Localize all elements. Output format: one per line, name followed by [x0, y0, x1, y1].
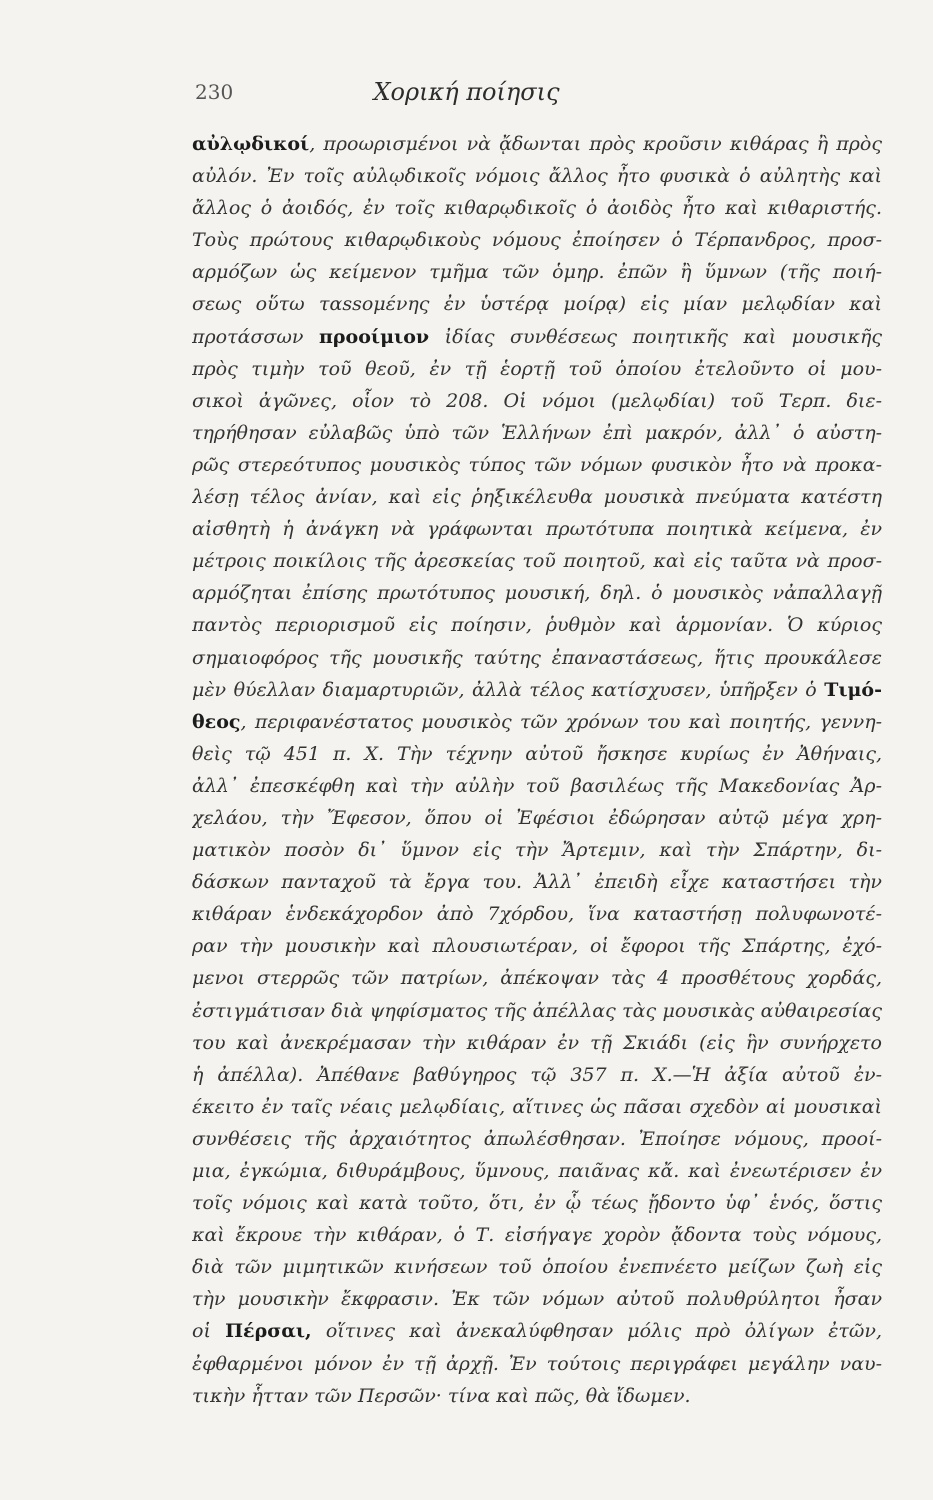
text-span: ματικὸν ποσὸν δι᾽ ὕμνον εἰς τὴν Ἄρτεμιν, καὶ τὴν Σπάρτην, δι-	[192, 839, 882, 862]
text-line	[192, 930, 882, 962]
text-span: , περιφανέστατος μουσικὸς τῶν χρόνων του καὶ ποιητής, γεννη-	[240, 710, 882, 733]
text-span: έκειτο ἐν ταῖς νέαις μελῳδίαις, αἵτινες ὡς πᾶσαι σχεδὸν αἱ μουσικαὶ	[192, 1095, 882, 1118]
text-line	[192, 481, 882, 513]
text-span: παντὸς περιορισμοῦ εἰς ποίησιν, ῥυθμὸν καὶ ἁρμονίαν. Ὁ κύριος	[192, 614, 882, 637]
text-span: μενοι στερρῶς τῶν πατρίων, ἀπέκοψαν τὰς 4 προσθέτους χορδάς,	[192, 967, 882, 990]
text-span: συνθέσεις τῆς ἀρχαιότητος ἀπωλέσθησαν. Ἐποίησε νόμους, προοί-	[192, 1127, 882, 1150]
text-span: αὐλόν. Ἐν τοῖς αὐλῳδικοῖς νόμοις ἄλλος ἦτο φυσικὰ ὁ αὐλητὴς καὶ	[192, 165, 882, 188]
text-line	[192, 706, 882, 738]
text-span: σεως οὕτω ταssoμένης ἐν ὑστέρᾳ μοίρᾳ) εἰς μίαν μελῳδίαν καὶ	[192, 293, 882, 316]
text-line	[192, 224, 882, 256]
text-line	[192, 1283, 882, 1315]
text-line	[192, 1315, 882, 1347]
text-line	[192, 1380, 882, 1412]
text-span: τικὴν ἧτταν τῶν Περσῶν· τίνα καὶ πῶς, θὰ ἴδωμεν.	[192, 1384, 691, 1407]
text-line	[192, 770, 882, 802]
text-span: προτάσσων	[192, 325, 320, 348]
text-line	[192, 288, 882, 320]
text-span: αρμόζηται ἐπίσης πρωτότυπος μουσική, δηλ. ὁ μουσικὸς νἀπαλλαγῇ	[192, 582, 882, 605]
text-span: του καὶ ἀνεκρέμασαν τὴν κιθάραν ἐν τῇ Σκιάδι (εἰς ἣν συνήρχετο	[192, 1031, 882, 1054]
text-span: διὰ τῶν μιμητικῶν κινήσεων τοῦ ὁποίου ἐνεπνέετο μείζων ζωὴ εἰς	[192, 1256, 882, 1279]
text-line	[192, 1348, 882, 1380]
text-span: ἀλλ᾽ ἐπεσκέφθη καὶ τὴν αὐλὴν τοῦ βασιλέως τῆς Μακεδονίας Ἀρ-	[192, 774, 882, 797]
text-line	[192, 545, 882, 577]
text-span: τοῖς νόμοις καὶ κατὰ τοῦτο, ὅτι, ἐν ᾧ τέως ᾔδοντο ὑφ᾽ ἑνός, ὅστις	[192, 1192, 882, 1215]
text-line	[192, 738, 882, 770]
text-line	[192, 962, 882, 994]
text-span: λέσῃ τέλος ἀνίαν, καὶ εἰς ῥηξικέλευθα μουσικὰ πνεύματα κατέστη	[192, 486, 882, 509]
text-span: ἰδίας συνθέσεως ποιητικῆς καὶ μουσικῆς	[429, 325, 882, 348]
text-span: μια, ἐγκώμια, διθυράμβους, ὕμνους, παιᾶνας κἄ. καὶ ἐνεωτέρισεν ἐν	[192, 1160, 882, 1182]
bold-term: αὐλῳδικοί	[192, 133, 310, 155]
text-span: μέτροις ποικίλοις τῆς ἀρεσκείας τοῦ ποιητοῦ, καὶ εἰς ταῦτα νὰ προσ-	[192, 550, 882, 573]
bold-term: προοίμιον	[319, 325, 430, 348]
text-span: ρῶς στερεότυπος μουσικὸς τύπος τῶν νόμων φυσικὸν ἦτο νὰ προκα-	[192, 453, 882, 476]
text-line	[192, 898, 882, 930]
text-span: πρὸς τιμὴν τοῦ θεοῦ, ἐν τῇ ἑορτῇ τοῦ ὁποίου ἐτελοῦντο οἱ μου-	[192, 357, 882, 380]
bold-term: Πέρσαι,	[225, 1320, 312, 1343]
text-line	[192, 1187, 882, 1219]
bold-term: θεος	[192, 710, 241, 733]
text-line	[192, 1059, 882, 1091]
text-span: ἡ ἀπέλλα). Ἀπέθανε βαθύγηρος τῷ 357 π. Χ.—Ἡ ἀξία αὐτοῦ ἐν-	[192, 1063, 882, 1086]
text-line	[192, 417, 882, 449]
page-header	[0, 78, 933, 118]
text-span: δάσκων πανταχοῦ τὰ ἔργα του. Ἀλλ᾽ ἐπειδὴ εἶχε καταστήσει τὴν	[192, 871, 882, 894]
text-span: αρμόζων ὡς κείμενον τμῆμα τῶν ὁμηρ. ἐπῶν ἢ ὕμνων (τῆς ποιή-	[192, 261, 882, 284]
text-span: σημαιοφόρος τῆς μουσικῆς ταύτης ἐπαναστάσεως, ἥτις προυκάλεσε	[192, 646, 882, 669]
text-line	[192, 642, 882, 674]
text-span: αἰσθητὴ ἡ ἀνάγκη νὰ γράφωνται πρωτότυπα ποιητικὰ κείμενα, ἐν	[192, 518, 882, 541]
text-line	[192, 1123, 882, 1155]
text-line	[192, 866, 882, 898]
text-line	[192, 385, 882, 417]
text-span: κιθάραν ἑνδεκάχορδον ἀπὸ 7χόρδου, ἵνα καταστήσῃ πολυφωνοτέ-	[192, 903, 882, 926]
text-span: ἄλλος ὁ ἀοιδός, ἐν τοῖς κιθαρῳδικοῖς ὁ ἀοιδὸς ἦτο καὶ κιθαριστής.	[192, 197, 882, 220]
text-span: οἱ	[192, 1320, 226, 1343]
text-line	[192, 609, 882, 641]
text-line	[192, 1027, 882, 1059]
text-line	[192, 321, 882, 353]
text-line	[192, 513, 882, 545]
text-span: καὶ ἔκρουε τὴν κιθάραν, ὁ Τ. εἰσήγαγε χορὸν ᾄδοντα τοὺς νόμους,	[192, 1224, 882, 1247]
text-span: ἐστιγμάτισαν διὰ ψηφίσματος τῆς ἀπέλλας τὰς μουσικὰς αὐθαιρεσίας	[192, 999, 882, 1022]
page-number: 230	[195, 80, 234, 104]
body-text	[192, 128, 882, 1412]
text-span: θεὶς τῷ 451 π. Χ. Τὴν τέχνην αὐτοῦ ἤσκησε κυρίως ἐν Ἀθήναις,	[192, 742, 882, 765]
text-line	[192, 995, 882, 1027]
text-line	[192, 834, 882, 866]
text-line	[192, 449, 882, 481]
text-span: ραν τὴν μουσικὴν καὶ πλουσιωτέραν, οἱ ἔφοροι τῆς Σπάρτης, ἐχό-	[192, 935, 882, 958]
running-title: Χορική ποίησις	[373, 78, 560, 106]
text-line	[192, 577, 882, 609]
text-span: μὲν θύελλαν διαμαρτυριῶν, ἀλλὰ τέλος κατίσχυσεν, ὑπῆρξεν ὁ	[192, 678, 825, 701]
text-line	[192, 1091, 882, 1123]
text-span: οἵτινες καὶ ἀνεκαλύφθησαν μόλις πρὸ ὀλίγων ἐτῶν,	[311, 1320, 882, 1343]
text-line	[192, 802, 882, 834]
text-span: τηρήθησαν εὐλαβῶς ὑπὸ τῶν Ἑλλήνων ἐπὶ μακρόν, ἀλλ᾽ ὁ αὐστη-	[192, 421, 882, 444]
text-span: τὴν μουσικὴν ἔκφρασιν. Ἐκ τῶν νόμων αὐτοῦ πολυθρύλητοι ἦσαν	[192, 1288, 882, 1311]
text-span: ἐφθαρμένοι μόνον ἐν τῇ ἀρχῇ. Ἐν τούτοις περιγράφει μεγάλην ναυ-	[192, 1352, 882, 1375]
text-span: , προωρισμένοι νὰ ᾄδωνται πρὸς κροῦσιν κιθάρας ἢ πρὸς	[309, 133, 882, 155]
text-line	[192, 674, 882, 706]
text-line	[192, 256, 882, 288]
text-span: σικοὶ ἀγῶνες, οἷον τὸ 208. Οἱ νόμοι (μελῳδίαι) τοῦ Τερπ. διε-	[192, 389, 882, 412]
text-line	[192, 1155, 882, 1187]
bold-term: Τιμό-	[824, 678, 882, 701]
text-line	[192, 1251, 882, 1283]
text-line	[192, 192, 882, 224]
text-line	[192, 1219, 882, 1251]
text-span: Τοὺς πρώτους κιθαρῳδικοὺς νόμους ἐποίησεν ὁ Τέρπανδρος, προσ-	[192, 229, 882, 252]
text-line	[192, 353, 882, 385]
text-line	[192, 160, 882, 192]
text-line	[192, 128, 882, 160]
text-span: χελάου, τὴν Ἔφεσον, ὅπου οἱ Ἐφέσιοι ἐδώρησαν αὐτῷ μέγα χρη-	[192, 806, 882, 829]
